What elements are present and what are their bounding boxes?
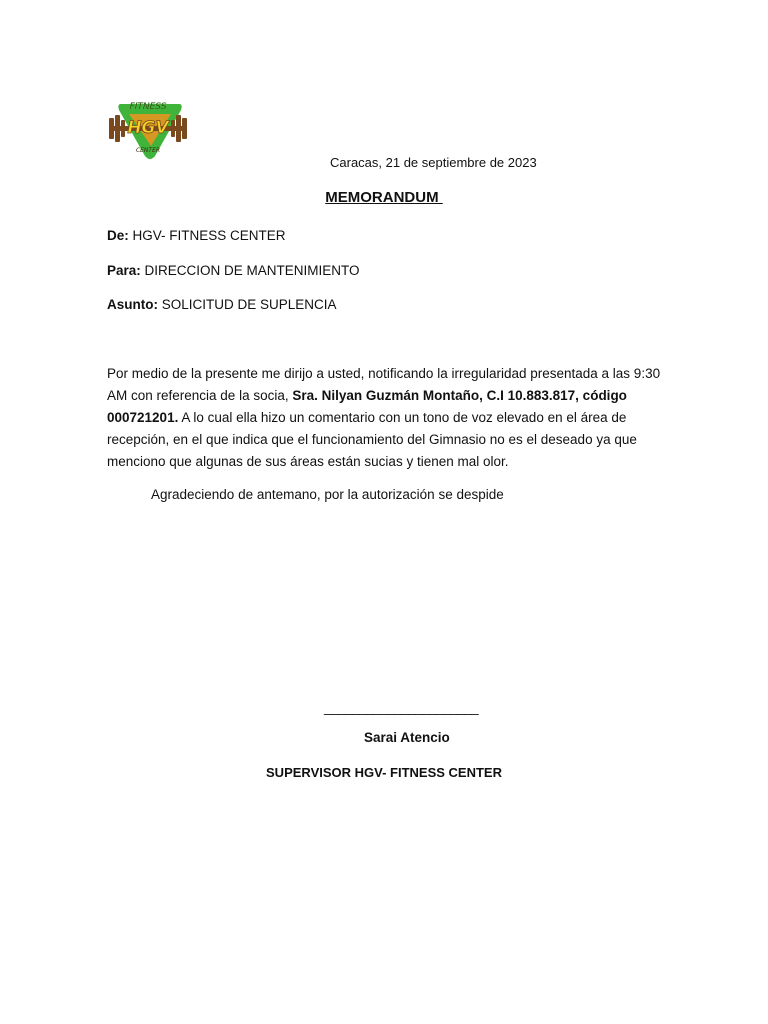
memo-body — [107, 363, 667, 473]
to-field — [107, 263, 360, 278]
memo-title: MEMORANDUM — [325, 189, 443, 206]
subject-field — [107, 297, 337, 312]
from-field — [107, 228, 286, 243]
from-label: De: — [107, 228, 129, 243]
body-text-part2: A lo cual ella hizo un comentario con un tono de voz elevado en el área de recepción, en el que indica que el funcionamiento del Gimnasio no es el deseado ya que menciono que algunas de sus áreas están sucias y tienen mal olor. — [107, 410, 637, 469]
memo-date: Caracas, 21 de septiembre de 2023 — [330, 155, 537, 170]
body-text-part1: Por medio de la presente me dirijo a usted, notificando la irregularidad presentada a las 9:30 AM con referencia de la socia, — [107, 366, 661, 403]
signature-line: ______________________ — [324, 700, 479, 715]
svg-text:CENTER: CENTER — [135, 147, 161, 154]
signer-name: Sarai Atencio — [364, 730, 450, 745]
subject-value: SOLICITUD DE SUPLENCIA — [158, 297, 337, 312]
to-value: DIRECCION DE MANTENIMIENTO — [140, 263, 360, 278]
svg-text:FITNESS: FITNESS — [129, 102, 167, 112]
signer-title: SUPERVISOR HGV- FITNESS CENTER — [266, 765, 502, 780]
svg-text:HGV: HGV — [127, 118, 169, 138]
to-label: Para: — [107, 263, 141, 278]
closing-line: Agradeciendo de antemano, por la autorización se despide — [151, 487, 504, 502]
subject-label: Asunto: — [107, 297, 158, 312]
from-value: HGV- FITNESS CENTER — [128, 228, 286, 243]
body-text-member-info: Sra. Nilyan Guzmán Montaño, C.I 10.883.817, código 000721201. — [107, 388, 627, 425]
hgv-fitness-logo — [107, 96, 189, 162]
